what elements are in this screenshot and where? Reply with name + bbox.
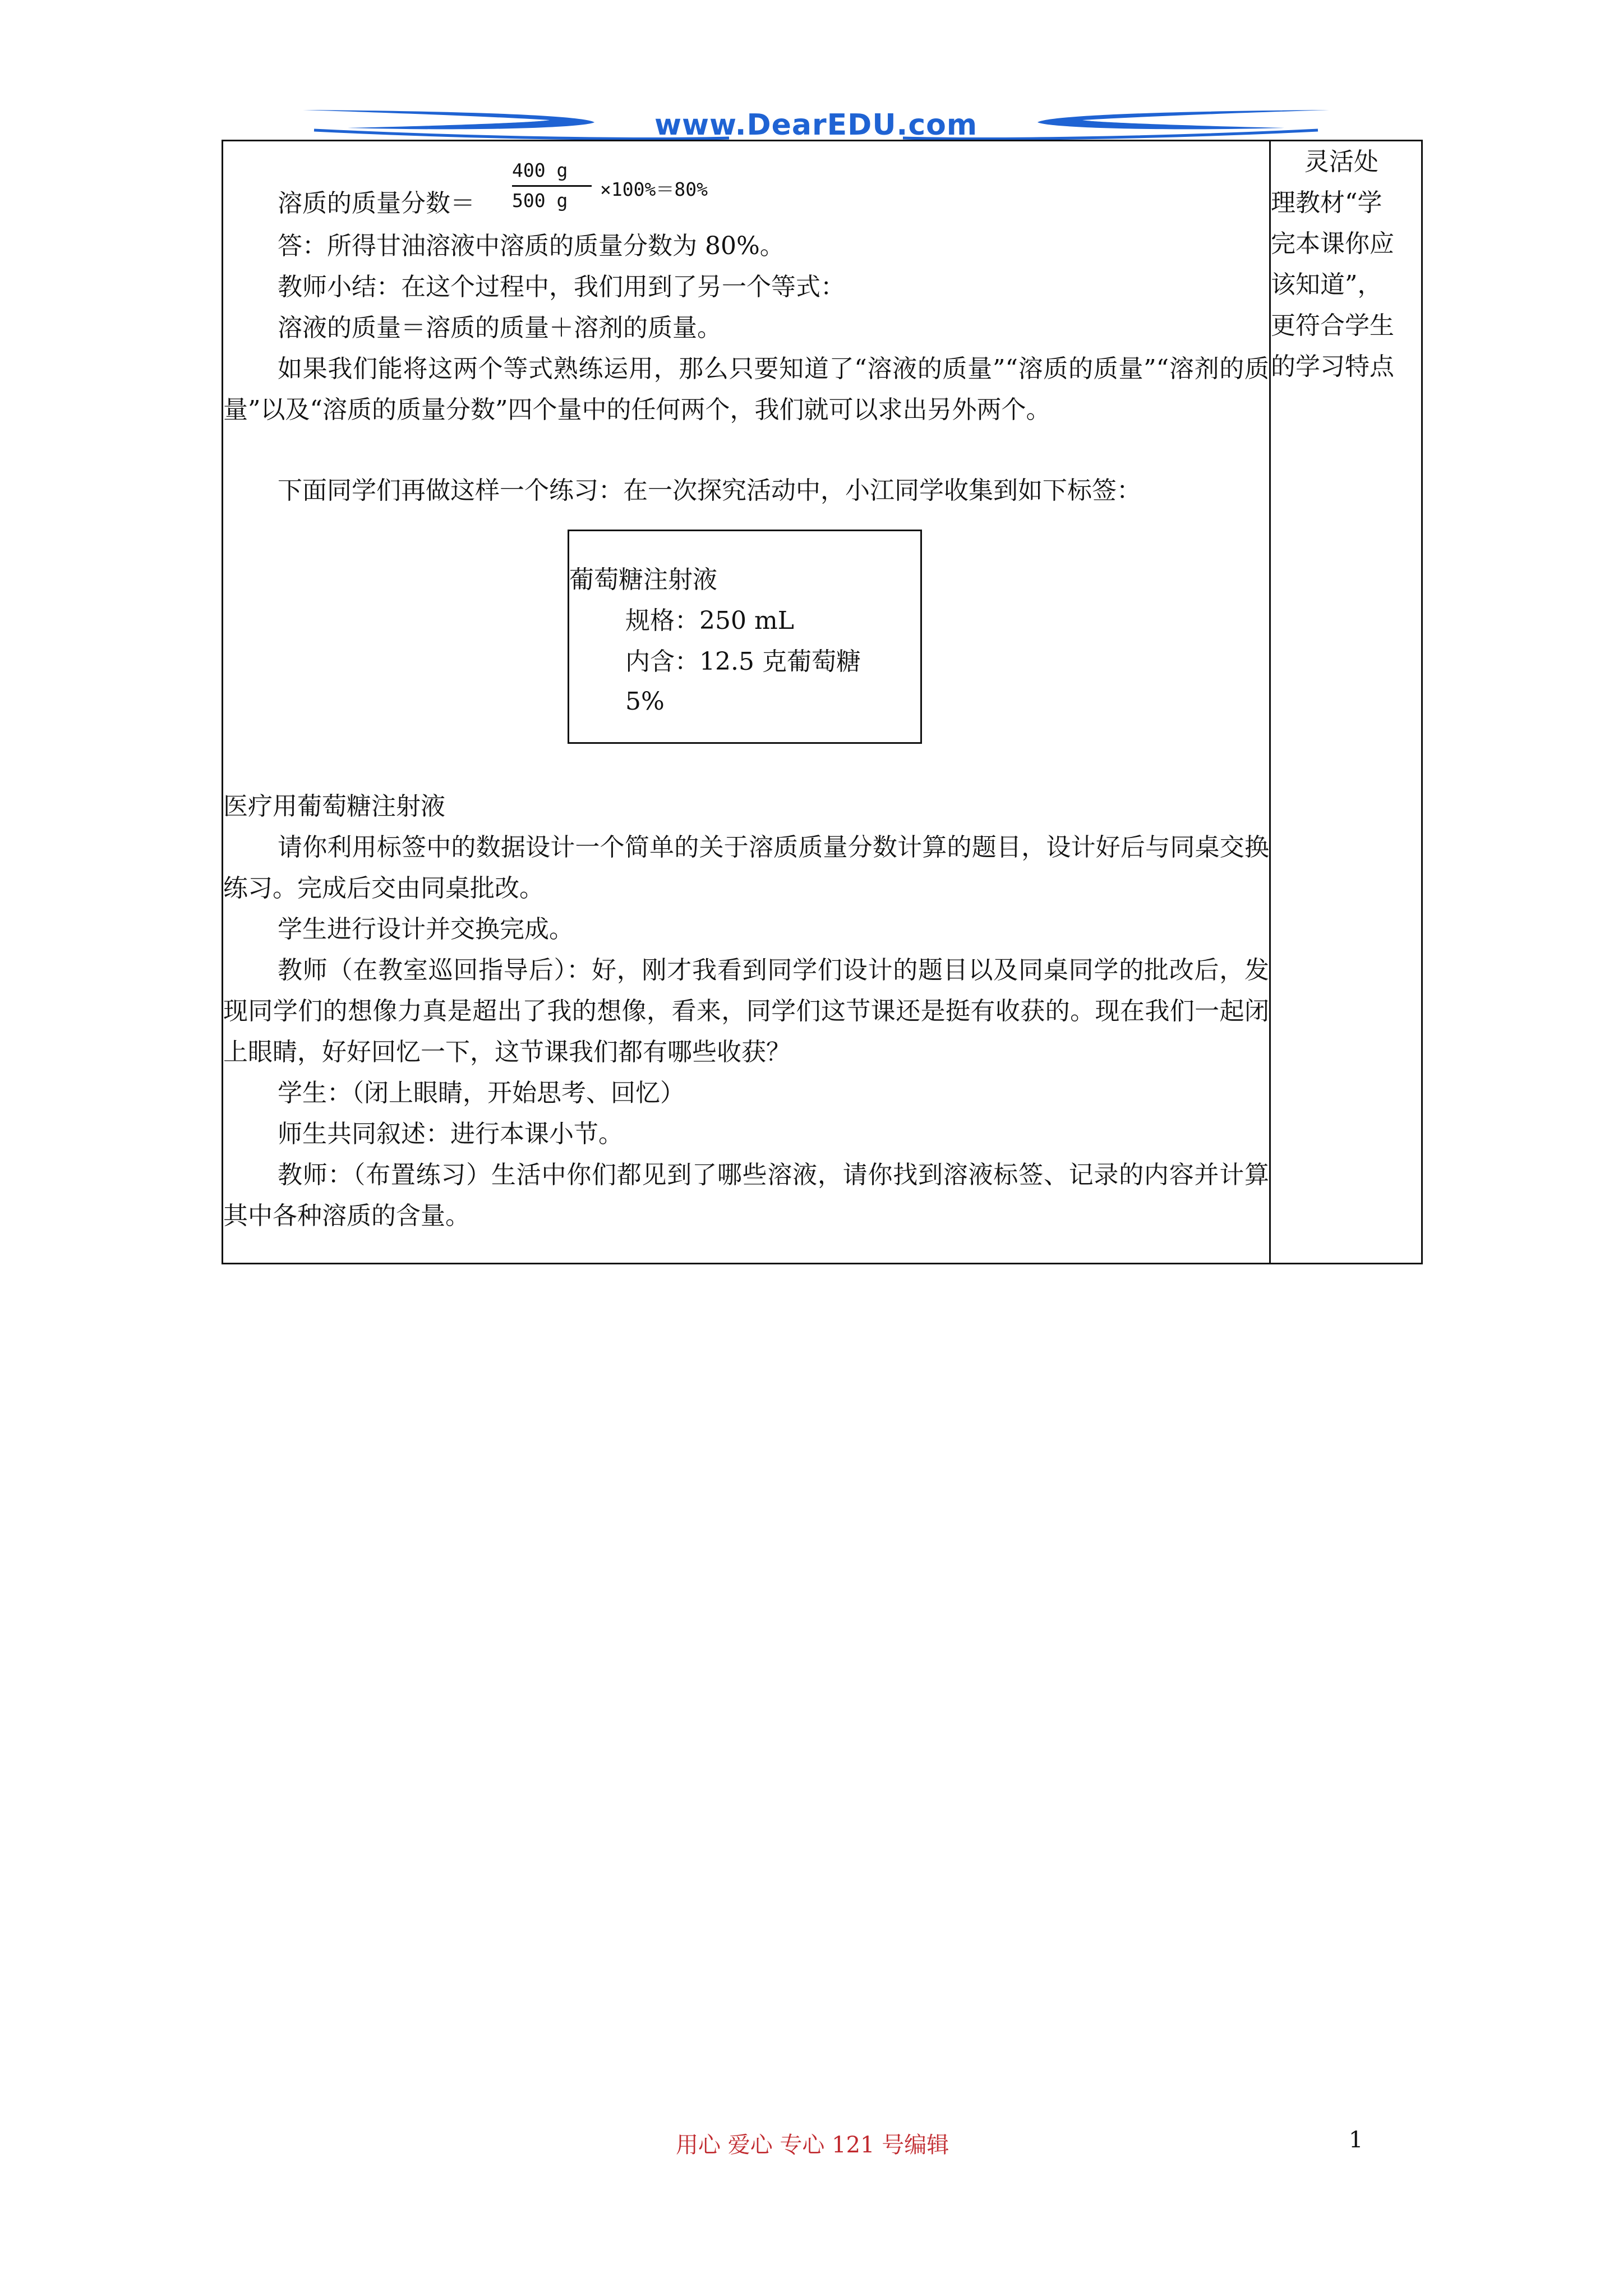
- label-spec: 规格：250 mL: [625, 606, 794, 635]
- side-note-line: 更符合学生: [1271, 311, 1394, 340]
- side-note-line: 完本课你应: [1271, 229, 1394, 258]
- page-number: 1: [1349, 2127, 1363, 2153]
- paragraph-student-reflect: 学生：（闭上眼睛，开始思考、回忆）: [278, 1079, 685, 1107]
- paragraph-student-design: 学生进行设计并交换完成。: [278, 915, 574, 944]
- lesson-table: [222, 140, 1423, 1264]
- paragraph-summary: 师生共同叙述：进行本课小节。: [278, 1120, 623, 1148]
- paragraph-teacher-summary: 教师小结：在这个过程中，我们用到了另一个等式：: [278, 273, 845, 301]
- paragraph-exercise-intro: 下面同学们再做这样一个练习：在一次探究活动中，小江同学收集到如下标签：: [278, 476, 1141, 505]
- formula-result: ×100%＝80%: [600, 178, 708, 200]
- label-content: 内含：12.5 克葡萄糖: [625, 647, 861, 676]
- label-caption: 医疗用葡萄糖注射液: [223, 792, 445, 821]
- site-name[interactable]: www.DearEDU.com: [654, 108, 978, 142]
- side-note-line: 灵活处: [1304, 148, 1378, 176]
- side-note-column: [1271, 141, 1423, 1263]
- paragraph-two-equations: 如果我们能将这两个等式熟练运用，那么只要知道了“溶液的质量”“溶质的质量”“溶剂的质量”以及“溶质的质量分数”四个量中的任何两个，我们就可以求出另外两个。: [223, 355, 1269, 424]
- paragraph-answer: 答：所得甘油溶液中溶质的质量分数为 80%。: [278, 232, 785, 260]
- paragraph-teacher-feedback: 教师（在教室巡回指导后）：好，刚才我看到同学们设计的题目以及同桌同学的批改后，发现同学们的想像力真是超出了我的想像，看来，同学们这节课还是挺有收获的。现在我们一起闭上眼睛，好好回忆一下，这节课我们都有哪些收获？: [223, 956, 1269, 1066]
- glucose-label-box: [568, 530, 922, 744]
- formula-label: 溶质的质量分数＝: [278, 189, 475, 218]
- label-title: 葡萄糖注射液: [569, 565, 717, 594]
- fraction-numerator: 400 g: [512, 159, 568, 181]
- content-column: [223, 141, 1269, 1263]
- footer-motto: 用心 爱心 专心 121 号编辑: [676, 2132, 949, 2158]
- fraction-denominator: 500 g: [512, 190, 568, 211]
- paragraph-design-task: 请你利用标签中的数据设计一个简单的关于溶质质量分数计算的题目，设计好后与同桌交换练习。完成后交由同桌批改。: [223, 833, 1269, 903]
- side-note-line: 该知道”，: [1271, 270, 1382, 299]
- paragraph-equation: 溶液的质量＝溶质的质量＋溶剂的质量。: [278, 314, 722, 342]
- paragraph-homework: 教师：（布置练习）生活中你们都见到了哪些溶液，请你找到溶液标签、记录的内容并计算其中各种溶质的含量。: [223, 1161, 1269, 1230]
- side-note-line: 的学习特点: [1271, 352, 1394, 381]
- header-banner: [303, 105, 1329, 145]
- label-percent: 5%: [625, 687, 665, 716]
- fraction-bar: [512, 185, 592, 187]
- side-note-line: 理教材“学: [1271, 188, 1382, 217]
